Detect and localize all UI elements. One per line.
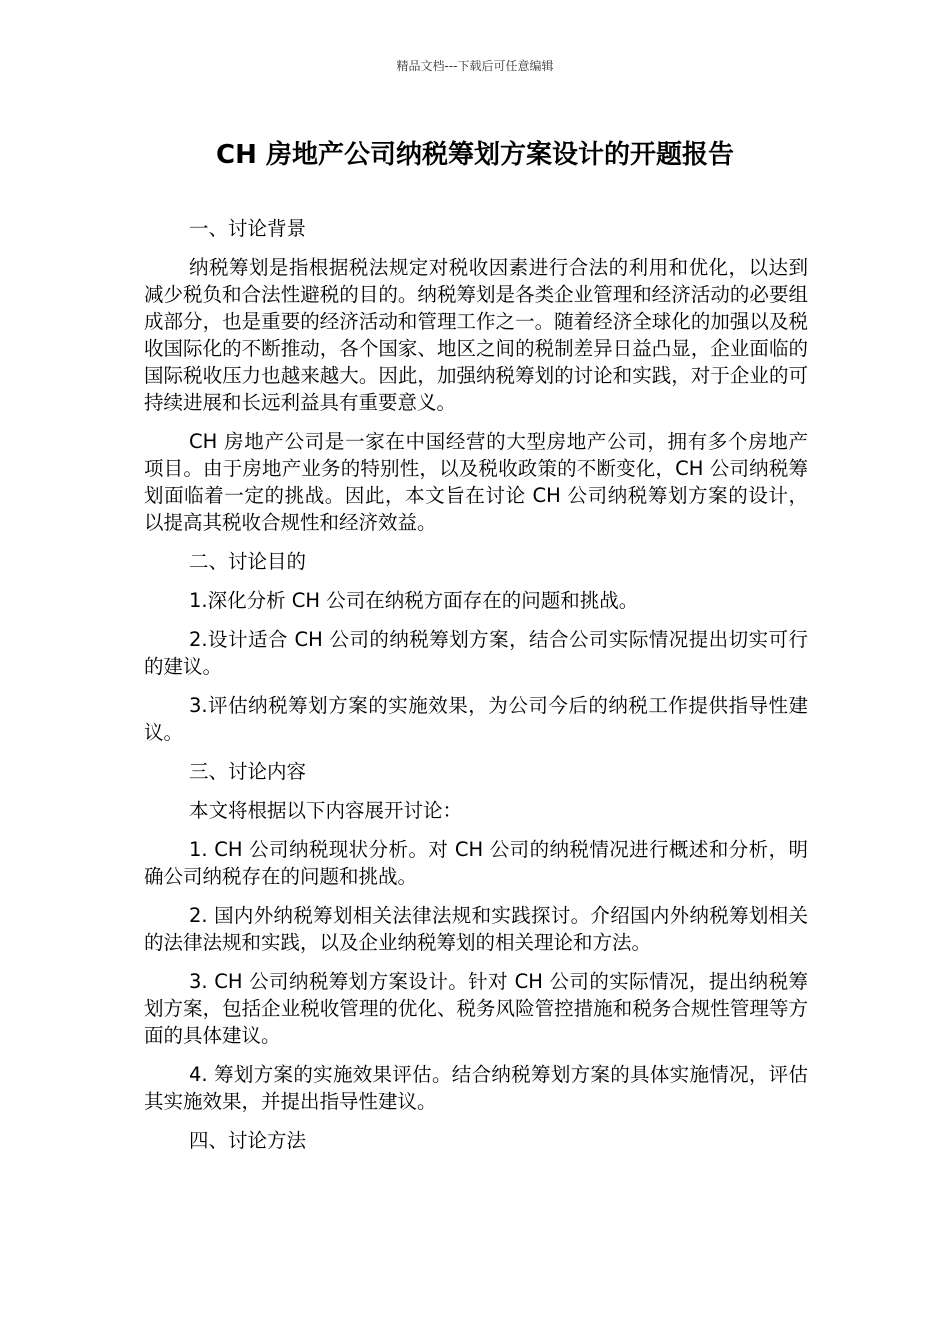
section-heading-purpose: 二、讨论目的 [189, 550, 307, 573]
section-heading-method: 四、讨论方法 [189, 1129, 307, 1152]
purpose-item: 3.评估纳税筹划方案的实施效果，为公司今后的纳税工作提供指导性建议。 [144, 694, 808, 744]
content-item: 1. CH 公司纳税现状分析。对 CH 公司的纳税情况进行概述和分析，明确公司纳税存在的问题和挑战。 [144, 838, 808, 888]
content-item: 3. CH 公司纳税筹划方案设计。针对 CH 公司的实际情况，提出纳税筹划方案，包括企业税收管理的优化、税务风险管控措施和税务合规性管理等方面的具体建议。 [144, 970, 808, 1047]
content-item: 2. 国内外纳税筹划相关法律法规和实践探讨。介绍国内外纳税筹划相关的法律法规和实践，以及企业纳税筹划的相关理论和方法。 [144, 904, 808, 954]
purpose-item: 1.深化分析 CH 公司在纳税方面存在的问题和挑战。 [189, 589, 639, 612]
purpose-item: 2.设计适合 CH 公司的纳税筹划方案，结合公司实际情况提出切实可行的建议。 [144, 628, 808, 678]
document-title: CH 房地产公司纳税筹划方案设计的开题报告 [216, 140, 734, 170]
content-item: 4. 筹划方案的实施效果评估。结合纳税筹划方案的具体实施情况，评估其实施效果，并提出指导性建议。 [144, 1063, 808, 1113]
header-note: 精品文档---下载后可任意编辑 [396, 59, 554, 73]
background-paragraph-2: CH 房地产公司是一家在中国经营的大型房地产公司，拥有多个房地产项目。由于房地产业务的特别性，以及税收政策的不断变化，CH 公司纳税筹划面临着一定的挑战。因此，本文旨在讨论 CH 公司纳税筹划方案的设计，以提高其税收合规性和经济效益。 [144, 430, 808, 534]
document-body [144, 215, 808, 1166]
section-heading-content: 三、讨论内容 [189, 760, 307, 783]
section-heading-background: 一、讨论背景 [189, 217, 307, 240]
background-paragraph-1: 纳税筹划是指根据税法规定对税收因素进行合法的利用和优化，以达到减少税负和合法性避税的目的。纳税筹划是各类企业管理和经济活动的必要组成部分，也是重要的经济活动和管理工作之一。随着经济全球化的加强以及税收国际化的不断推动，各个国家、地区之间的税制差异日益凸显，企业面临的国际税收压力也越来越大。因此，加强纳税筹划的讨论和实践，对于企业的可持续进展和长远利益具有重要意义。 [144, 256, 808, 414]
content-intro: 本文将根据以下内容展开讨论： [189, 799, 463, 822]
